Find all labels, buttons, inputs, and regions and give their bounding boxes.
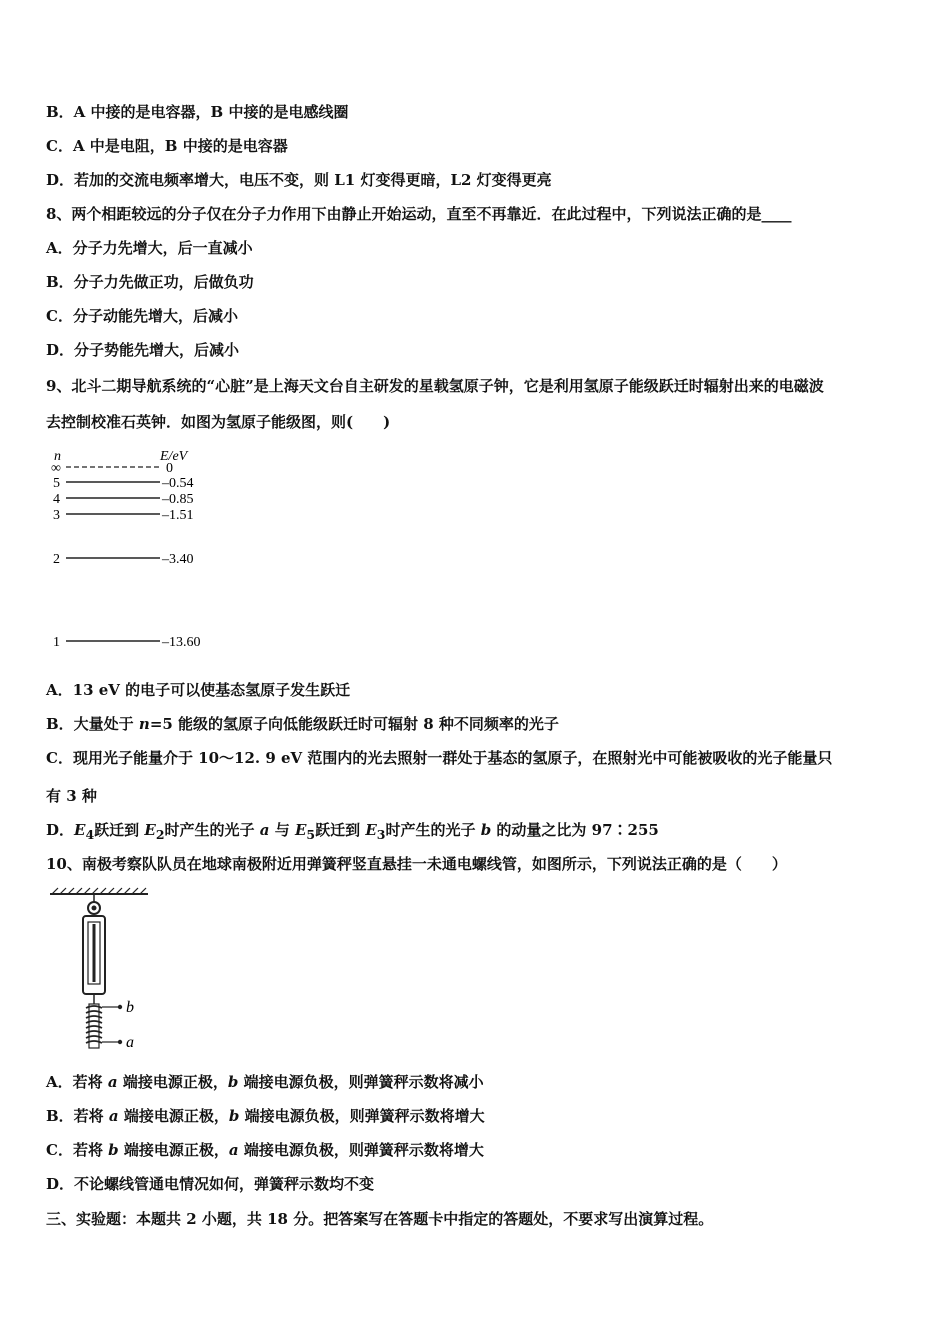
terminal-a-label: a (126, 1034, 134, 1051)
svg-text:–0.85: –0.85 (162, 492, 194, 507)
q8-option-d: D．分子势能先增大，后减小 (46, 341, 240, 359)
spring-scale-solenoid-figure (46, 886, 166, 1056)
svg-text:–3.40: –3.40 (162, 552, 194, 567)
terminal-b-label: b (126, 999, 134, 1016)
svg-text:2: 2 (53, 552, 60, 567)
axis-e-label: E/eV (160, 449, 188, 464)
energy-level-5 (53, 476, 194, 491)
energy-level-3 (53, 508, 194, 523)
svg-text:–0.54: –0.54 (162, 476, 194, 491)
svg-text:∞: ∞ (51, 461, 61, 476)
energy-level-4 (53, 492, 194, 507)
q10-option-d: D．不论螺线管通电情况如何，弹簧秤示数均不变 (46, 1175, 375, 1193)
svg-text:4: 4 (53, 492, 60, 507)
q8-option-a: A．分子力先增大，后一直减小 (46, 239, 253, 257)
svg-text:5: 5 (53, 476, 60, 491)
q10-option-b: B．若将 a 端接电源正极，b 端接电源负极，则弹簧秤示数将增大 (46, 1107, 485, 1125)
section-3-heading: 三、实验题：本题共 2 小题，共 18 分。把答案写在答题卡中指定的答题处，不要求写出演算过程。 (46, 1210, 714, 1228)
q7-option-c: C．A 中是电阻，B 中接的是电容器 (46, 137, 288, 155)
q7-option-b: B．A 中接的是电容器，B 中接的是电感线圈 (46, 103, 349, 121)
q9-option-a: A．13 eV 的电子可以使基态氢原子发生跃迁 (46, 681, 351, 699)
energy-level-2 (53, 552, 194, 567)
energy-level-inf (51, 461, 173, 476)
energy-level-1 (53, 635, 201, 650)
q8-option-c: C．分子动能先增大，后减小 (46, 307, 238, 325)
q9-stem-line1: 9、北斗二期导航系统的“心脏”是上海天文台自主研发的星载氢原子钟，它是利用氢原子能级跃迁时辐射出来的电磁波 (46, 377, 824, 395)
energy-level-diagram (44, 444, 244, 654)
axis-n-label: n (54, 449, 61, 464)
q8-option-b: B．分子力先做正功，后做负功 (46, 273, 254, 291)
svg-text:–1.51: –1.51 (162, 508, 194, 523)
svg-text:0: 0 (166, 461, 173, 476)
q9-option-b: B．大量处于 n=5 能级的氢原子向低能级跃迁时可辐射 8 种不同频率的光子 (46, 715, 559, 733)
q9-option-c-line1: C．现用光子能量介于 10～12. 9 eV 范围内的光去照射一群处于基态的氢原子，在照射光中可能被吸收的光子能量只 (46, 749, 833, 767)
q7-option-d: D．若加的交流电频率增大，电压不变，则 L1 灯变得更暗，L2 灯变得更亮 (46, 171, 552, 189)
q10-option-c: C．若将 b 端接电源正极，a 端接电源负极，则弹簧秤示数将增大 (46, 1141, 484, 1159)
q10-stem: 10、南极考察队队员在地球南极附近用弹簧秤竖直悬挂一未通电螺线管，如图所示，下列说法正确的是（ ） (46, 855, 787, 873)
q9-option-c-line2: 有 3 种 (46, 787, 97, 805)
q10-option-a: A．若将 a 端接电源正极，b 端接电源负极，则弹簧秤示数将减小 (46, 1073, 484, 1091)
svg-text:1: 1 (53, 635, 60, 650)
svg-text:3: 3 (53, 508, 60, 523)
q9-stem-line2: 去控制校准石英钟．如图为氢原子能级图，则( ) (46, 413, 391, 431)
q8-stem: 8、两个相距较远的分子仅在分子力作用下由静止开始运动，直至不再靠近．在此过程中，下列说法正确的是____ (46, 205, 792, 223)
svg-text:–13.60: –13.60 (162, 635, 201, 650)
q9-option-d: D．$E_4$跃迁到 $E_2$时产生的光子 a 与 $E_5$跃迁到 $E_3$时产生的光子 b 的动量之比为 97∶255 (46, 821, 659, 842)
